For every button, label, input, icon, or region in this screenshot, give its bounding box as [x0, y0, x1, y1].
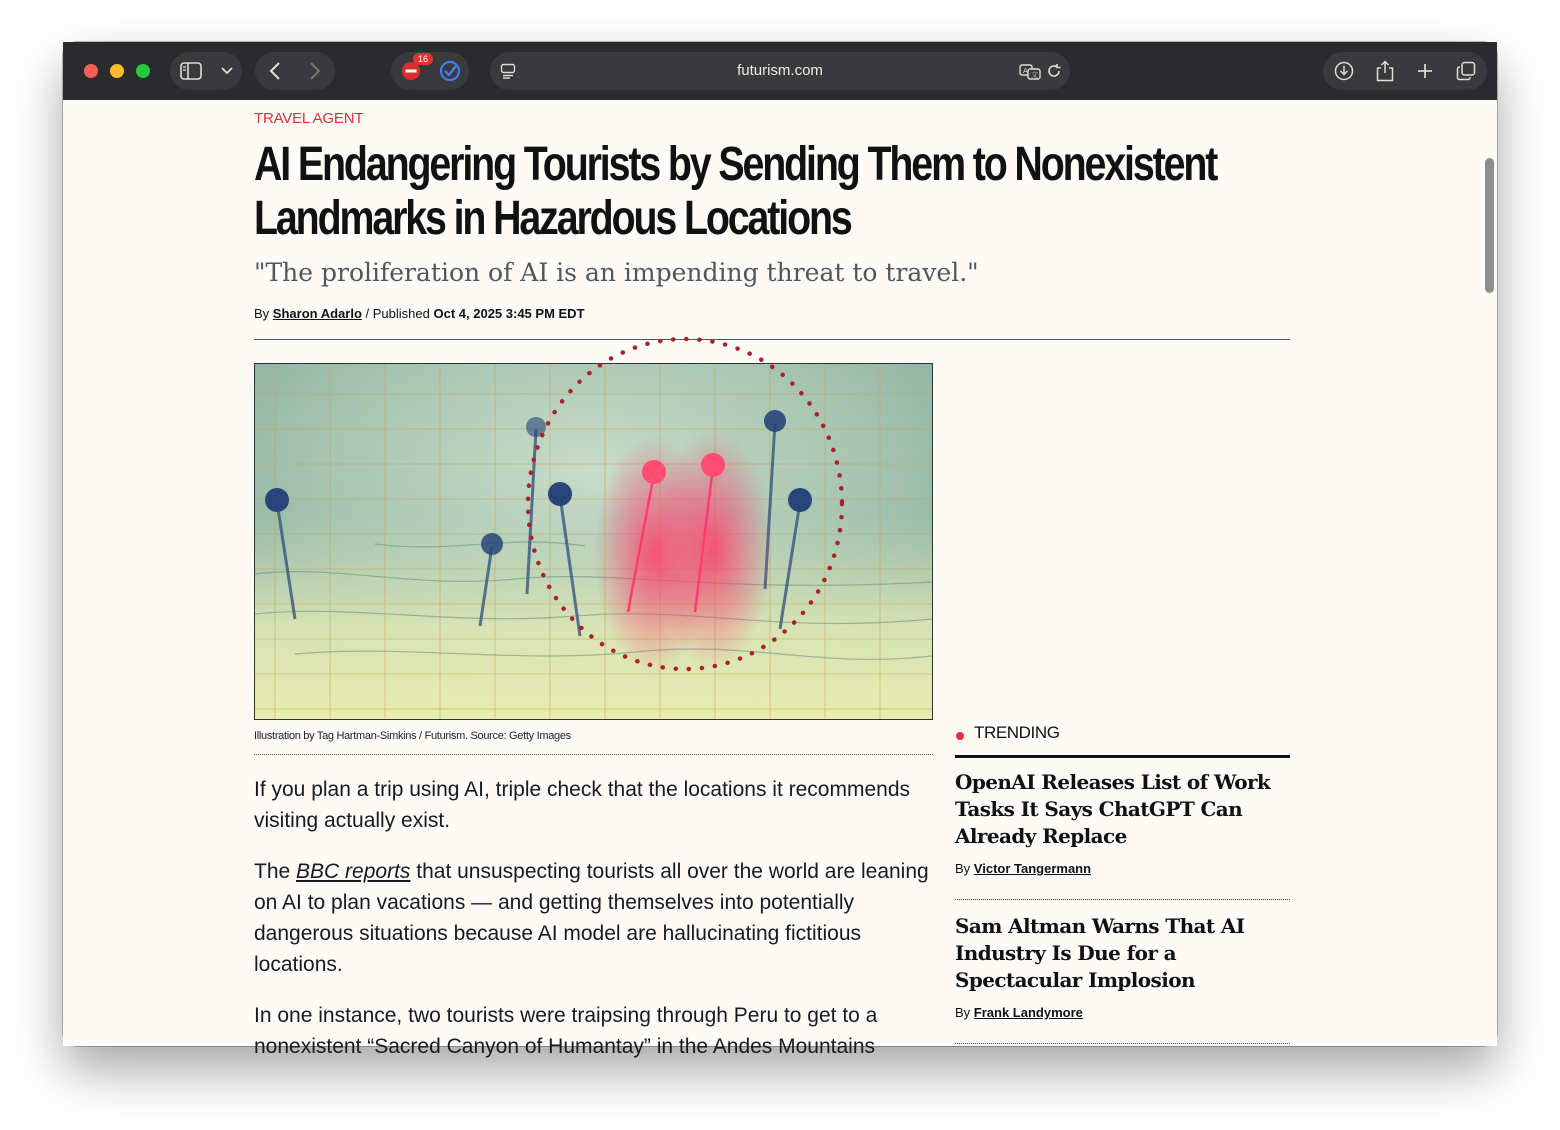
- forward-icon[interactable]: [309, 62, 321, 80]
- address-bar[interactable]: [490, 52, 1070, 90]
- sidebar-toggle[interactable]: [170, 52, 242, 90]
- reload-icon[interactable]: [1046, 63, 1062, 79]
- browser-toolbar: [63, 42, 1497, 100]
- sidebar-icon[interactable]: [180, 62, 202, 80]
- page-content: [63, 100, 1497, 1058]
- paragraph-2-lead: The: [254, 860, 291, 883]
- scrollbar-track[interactable]: [1485, 100, 1494, 1046]
- scrollbar-thumb[interactable]: [1485, 158, 1494, 293]
- image-caption: Illustration by Tag Hartman-Simkins / Futurism. Source: Getty Images: [254, 730, 571, 742]
- svg-text:A: A: [1023, 67, 1028, 75]
- tabs-icon[interactable]: [1456, 61, 1476, 81]
- trending-dot-icon: [956, 732, 964, 740]
- trending-author-link[interactable]: Frank Landymore: [973, 1005, 1083, 1020]
- extension-badge: 16: [413, 53, 433, 65]
- published-date: Oct 4, 2025 3:45 PM EDT: [433, 306, 585, 321]
- headline-line-1: AI Endangering Tourists by Sending Them to Nonexistent: [254, 138, 1217, 191]
- headline-line-2: Landmarks in Hazardous Locations: [254, 192, 851, 245]
- header-divider: [254, 339, 1290, 340]
- toolbar-actions: [1323, 52, 1487, 90]
- svg-text:文: 文: [1031, 71, 1038, 79]
- trending-item-title[interactable]: OpenAI Releases List of Work Tasks It Says ChatGPT Can Already Replace: [955, 770, 1271, 848]
- trending-by-prefix: By: [955, 861, 971, 876]
- trending-divider: [955, 1043, 1290, 1044]
- article-dek: "The proliferation of AI is an impending threat to travel.": [254, 258, 979, 287]
- trending-author-link[interactable]: Victor Tangermann: [973, 861, 1092, 876]
- navigation-buttons: [255, 52, 335, 90]
- trending-item-title[interactable]: Sam Altman Warns That AI Industry Is Due for a Spectacular Implosion: [955, 914, 1245, 992]
- article-body: [254, 774, 934, 1082]
- trending-header: [955, 722, 1290, 758]
- url-text[interactable]: futurism.com: [737, 62, 823, 79]
- trending-label: TRENDING: [974, 723, 1060, 742]
- task-check-icon[interactable]: [439, 60, 461, 82]
- share-icon[interactable]: [1376, 60, 1394, 82]
- byline-separator: /: [365, 306, 370, 321]
- trending-item-byline: [955, 861, 1290, 876]
- paragraph-1: If you plan a trip using AI, triple check that the locations it recommends visiting actually exist.: [254, 778, 911, 832]
- paragraph-2-rest: that unsuspecting tourists all over the world are leaning on AI to plan vacations — and getting themselves into potentially dangerous situations because AI model are hallucinating fictitious locations.: [254, 860, 929, 976]
- caption-divider: [254, 754, 933, 755]
- trending-item[interactable]: [955, 769, 1290, 876]
- download-icon[interactable]: [1334, 61, 1354, 81]
- chevron-down-icon[interactable]: [221, 67, 233, 75]
- zoom-window-button[interactable]: [136, 64, 150, 78]
- minimize-window-button[interactable]: [110, 64, 124, 78]
- browser-window: [63, 42, 1497, 1058]
- hero-image[interactable]: [254, 363, 933, 720]
- trending-divider: [955, 899, 1290, 900]
- paragraph-3: In one instance, two tourists were traipsing through Peru to get to a nonexistent “Sacred Canyon of Humantay” in the Andes Mountains: [254, 1004, 878, 1058]
- byline-prefix: By: [254, 306, 270, 321]
- published-label: Published: [372, 306, 430, 321]
- article-kicker[interactable]: TRAVEL AGENT: [254, 110, 364, 127]
- back-icon[interactable]: [269, 62, 281, 80]
- trending-item[interactable]: [955, 913, 1290, 1020]
- author-link[interactable]: Sharon Adarlo: [272, 306, 362, 321]
- article-byline: [254, 306, 585, 321]
- trending-by-prefix: By: [955, 1005, 971, 1020]
- trending-item-byline: [955, 1005, 1290, 1020]
- plus-icon[interactable]: [1416, 62, 1434, 80]
- close-window-button[interactable]: [84, 64, 98, 78]
- bbc-reports-link[interactable]: BBC reports: [296, 860, 411, 883]
- translate-icon[interactable]: [1019, 62, 1041, 80]
- paragraph-2: [254, 856, 934, 980]
- article-headline: [254, 138, 1254, 246]
